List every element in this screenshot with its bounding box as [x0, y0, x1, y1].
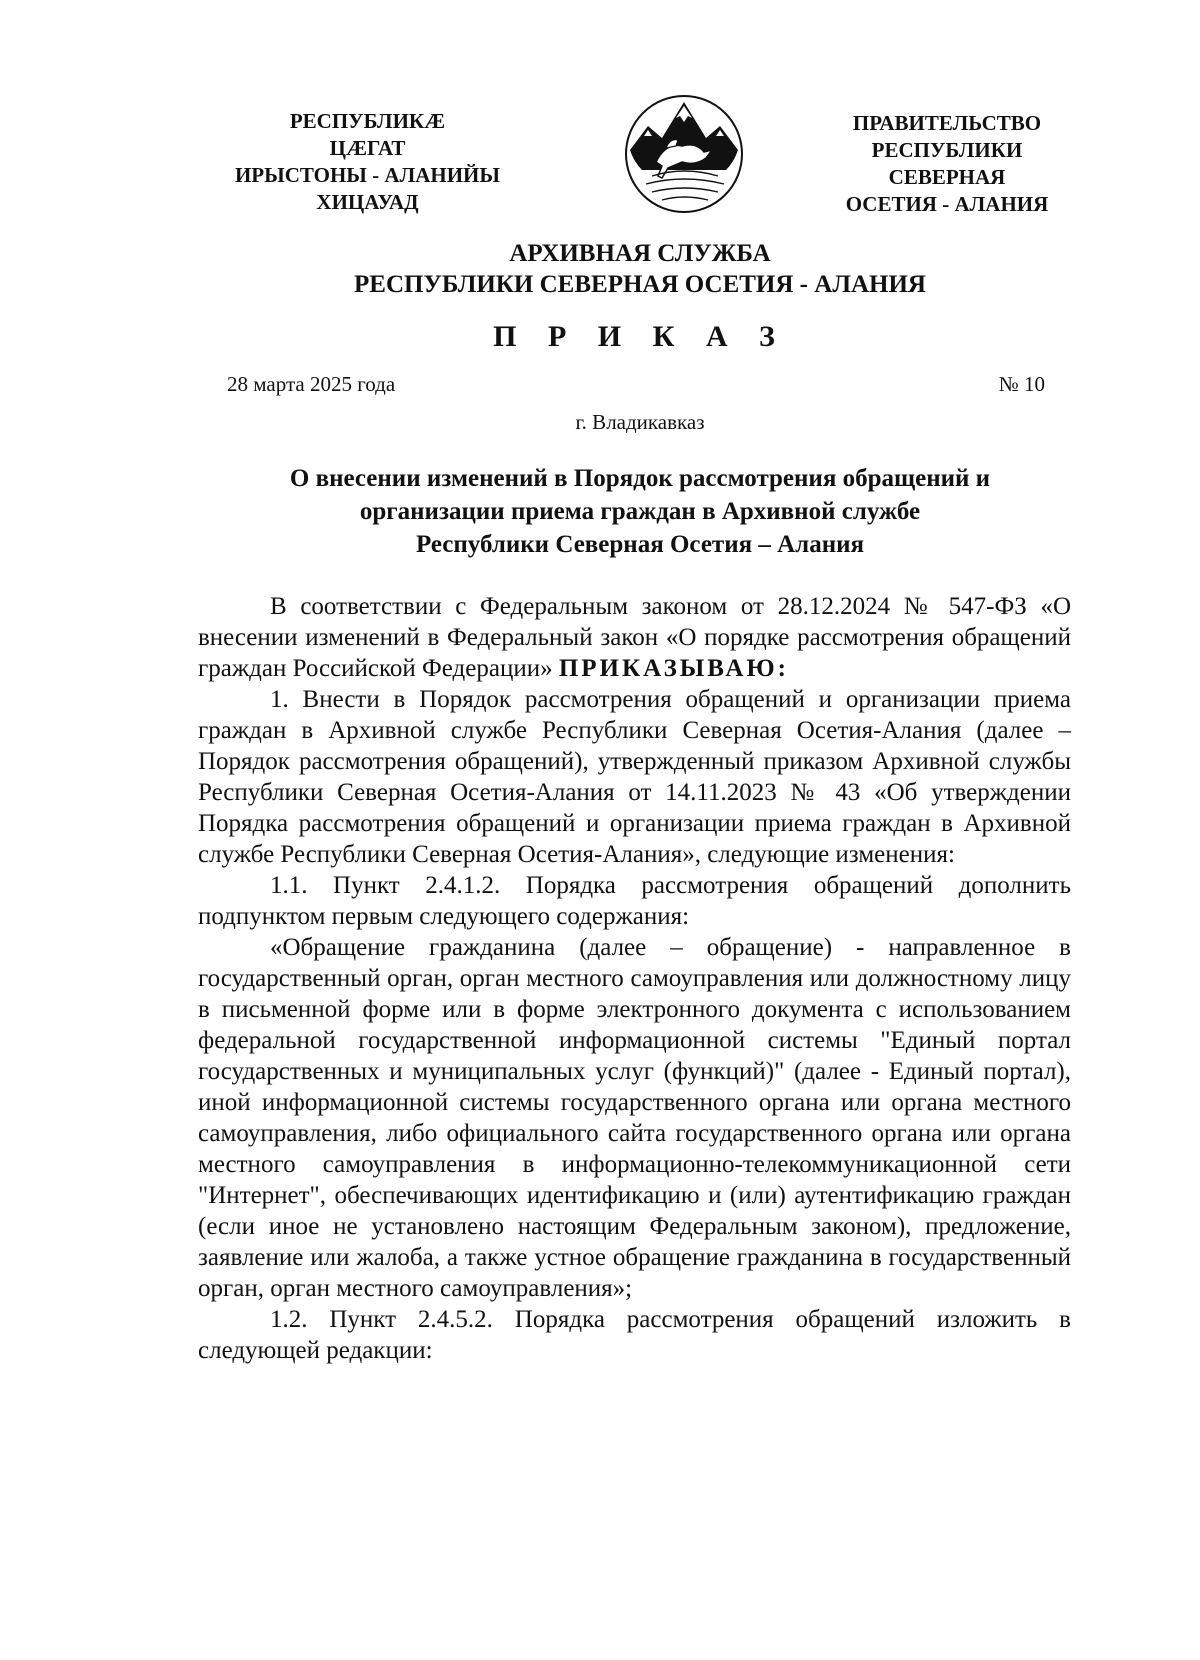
header-left-line: ЦÆГАТ: [329, 136, 406, 160]
header-right-line: ПРАВИТЕЛЬСТВО: [852, 111, 1042, 135]
header-left-ossetian: [215, 108, 520, 216]
body-paragraph-item-1-2: 1.2. Пункт 2.4.5.2. Порядка рассмотрения обращений изложить в следующей редакции:: [198, 1306, 1071, 1364]
order-city: г. Владикавказ: [575, 410, 705, 434]
authority-line-1: АРХИВНАЯ СЛУЖБА: [509, 240, 771, 267]
header-left-line: РЕСПУБЛИКÆ: [289, 109, 446, 133]
header-left-line: ИРЫСТОНЫ - АЛАНИЙЫ: [234, 163, 501, 187]
issuing-authority: [200, 238, 1080, 300]
body-paragraph-item-1-1: 1.1. Пункт 2.4.1.2. Порядка рассмотрения обращений дополнить подпунктом первым следующего содержания:: [198, 872, 1071, 930]
body-paragraph-quote: «Обращение гражданина (далее – обращение) - направленное в государственный орган, орган местного самоуправления или должностному лицу в письменной форме или в форме электронного документа с использованием федеральной государственной информационной системы "Единый портал государственных и муниципальных услуг (функций)" (далее - Единый портал), иной информационной системы государственного органа или органа местного самоуправления, либо официального сайта государственного органа или органа местного самоуправления в информационно-телекоммуникационной сети "Интернет", обеспечивающих идентификацию и (или) аутентификацию граждан (если иное не установлено настоящим Федеральным законом), предложение, заявление или жалоба, а также устное обращение гражданина в государственный орган, орган местного самоуправления»;: [198, 934, 1071, 1302]
header-right-line: ОСЕТИЯ - АЛАНИЯ: [845, 192, 1049, 216]
subject-line: О внесении изменений в Порядок рассмотрения обращений и: [289, 465, 991, 492]
subject-line: организации приема граждан в Архивной службе: [359, 498, 921, 525]
header-right-line: РЕСПУБЛИКИ: [871, 138, 1023, 162]
body-paragraph-preamble: [198, 591, 1071, 684]
subject-line: Республики Северная Осетия – Алания: [415, 531, 865, 558]
order-body: [198, 591, 1071, 1366]
authority-line-2: РЕСПУБЛИКИ СЕВЕРНАЯ ОСЕТИЯ - АЛАНИЯ: [354, 271, 926, 298]
order-keyword: ПРИКАЗЫВАЮ:: [558, 655, 789, 682]
preamble-text: В соответствии с Федеральным законом от 28.12.2024 № 547-ФЗ «О внесении изменений в Федеральный закон «О порядке рассмотрения обращений граждан Российской Федерации»: [198, 593, 1071, 682]
order-date: 28 марта 2025 года: [227, 372, 396, 396]
header-right-line: СЕВЕРНАЯ: [888, 165, 1006, 189]
order-number: № 10: [998, 372, 1045, 396]
coat-of-arms-icon: [622, 92, 746, 216]
body-paragraph-item-1: 1. Внести в Порядок рассмотрения обращений и организации приема граждан в Архивной службе Республики Северная Осетия-Алания (далее – Порядок рассмотрения обращений), утвержденный приказом Архивной службы Республики Северная Осетия-Алания от 14.11.2023 № 43 «Об утверждении Порядка рассмотрения обращений и организации приема граждан в Архивной службе Республики Северная Осетия-Алания», следующие изменения:: [198, 686, 1071, 868]
header-left-line: ХИЦАУАД: [316, 190, 419, 214]
document-type-title: П Р И К А З: [493, 320, 787, 353]
order-subject: [200, 462, 1080, 561]
header-right-russian: [822, 110, 1072, 218]
